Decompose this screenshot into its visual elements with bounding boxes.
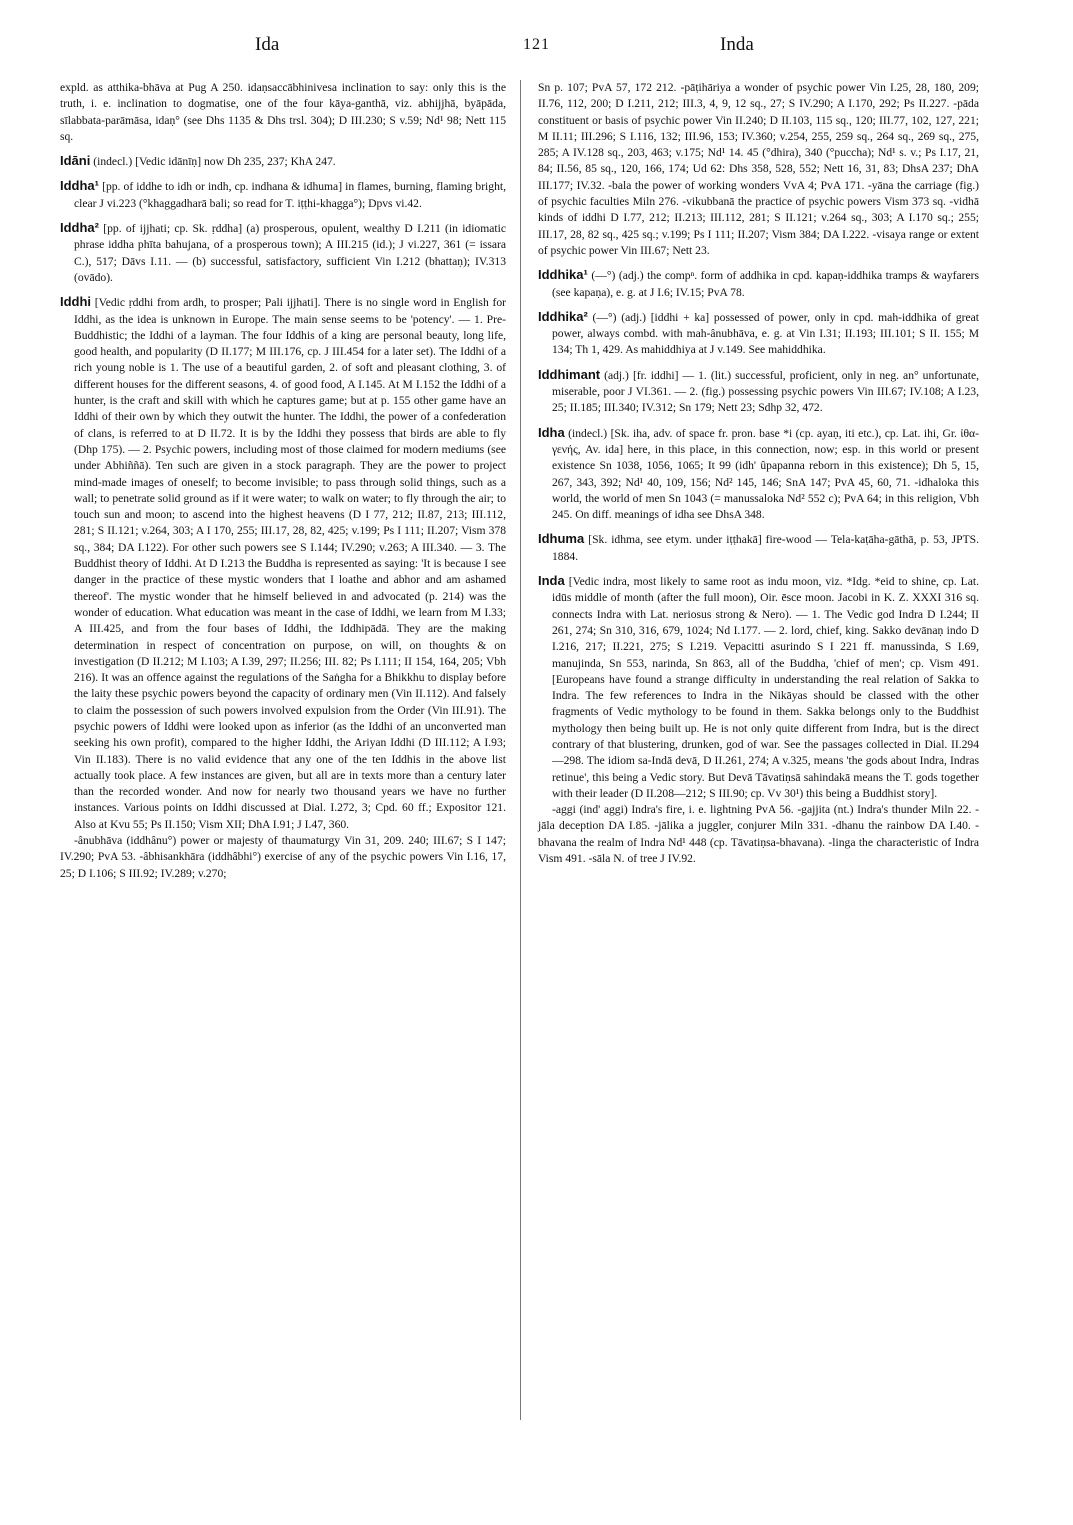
entry-text: -ânubhāva (iddhânu°) power or majesty of thaumaturgy Vin 31, 209. 240; III.67; S I 147; IV.290; PvA 53. -âbhisankhāra (iddhâbhi°) exercise of any of the psychic powers Vin I.16, 17, 25; D I.106; S III.92; IV.289; v.270;: [60, 834, 506, 880]
entry-idhuma: [538, 531, 979, 565]
entry-text: [Vedic indra, most likely to same root as indu moon, viz. *Idg. *eid to shine, cp. Lat. idūs middle of month (after the full moon), Oir. ēsce moon. Jacobi in K. Z. XXXI 316 sq. connects Indra with Lat. neriosus strong & Nero). — 1. The Vedic god Indra D I.244; II 261, 274; Sn 310, 316, 679, 1024; Nd I.177. — 2. lord, chief, king. Sakko devānaṇ indo D I.216, 217; II.221, 275; S I.219. Vepacitti asurindo S I 221 ff. manussinda, S I.69, manujinda, Sn 553, narinda, Sn 863, all of the Buddha, 'chief of men'; cp. Vism 491. [Europeans have found a strange difficulty in understanding the real relation of Sakka to Indra. The few references to Indra in the Nikāyas should be classed with the other fragments of Vedic mythology to be found in them. Sakka belongs only to the Buddhist mythology then being built up. He is not only quite different from Indra, but is the direct contrary of that blustering, drunken, god of war. See the passages collected in Dial. II.294—298. The idiom sa-Indā devā, D II.261, 274; A v.325, means 'the gods about Indra, Indras retinue', this being a Vedic story. But Devā Tāvatiṇsā sahindakā means the T. gods together with their leader (D II.208—212; S III.90; cp. Vv 30¹) this being a Buddhist story].: [552, 575, 979, 800]
entry-inda: [538, 573, 979, 802]
entry-iddhimant: [538, 367, 979, 417]
entry-text: -aggi (ind' aggi) Indra's fire, i. e. lightning PvA 56. -gajjita (nt.) Indra's thunder Miln 22. -jāla deception DA I.85. -jālika a juggler, conjurer Miln 331. -dhanu the rainbow DA I.40. -bhavana the realm of Indra Nd¹ 448 (cp. Tāvatiṇsa-bhavana). -linga the characteristic of Indra Vism 491. -sāla N. of tree J IV.92.: [538, 803, 979, 866]
entry-continuation: [538, 80, 979, 259]
entry-iddha-1: [60, 178, 506, 212]
entry-iddhika-1: [538, 267, 979, 301]
entry-text: (—°) (adj.) [iddhi + ka] possessed of power, only in cpd. mah-iddhika of great power, always combd. with mah-ânubhāva, e. g. at Vin I.31; II.193; III.101; S II. 155; M 134; Th 1, 429. As mahiddhiya at J v.149. See mahiddhika.: [552, 310, 979, 357]
entry-iddhika-2: [538, 309, 979, 359]
headword: Idāni: [60, 153, 91, 169]
entry-text: Sn p. 107; PvA 57, 172 212. -pāṭihāriya a wonder of psychic power Vin I.25, 28, 180, 209; II.76, 112, 200; D I.211, 212; III.3, 4, 9, 12 sq., 27; S IV.290; A I.170, 292; Ps II.227. -pāda constituent or basis of psychic power Vin II.240; D II.103, 115 sq., 120; III.77, 102, 127, 221; M II.11; III.296; S I.116, 132; III.96, 153; IV.360; v.254, 255, 259 sq., 264 sq., 269 sq., 275, 285; A IV.128 sq., 203, 463; v.175; Nd¹ 14. 45 (°dhira), 340 (°puccha); Nd¹ s. v.; Ps I.17, 21, 84; II.56, 85 sq., 120, 166, 174; Ud 62: Dhs 358, 528, 552; Nett 16, 31, 83; DhsA 237; DhA III.177; IV.32. -bala the power of working wonders VvA 4; PvA 171. -yāna the carriage (fig.) of psychic faculties Miln 276. -vikubbanā the practice of psychic powers Vism 373 sq. -vidhā kinds of iddhi D I.77, 212; II.213; III.112, 281; S II.121; v.264 sq., 303; A I.170 sq.; 255; III.17, 28, 82 sq., 425 sq.; v.199; Ps I 111; II.207; Vism 384; DA I.222. -visaya range or extent of psychic power Vin III.67; Nett 23.: [538, 81, 979, 257]
entry-text: (adj.) [fr. iddhi] — 1. (lit.) successful, proficient, only in neg. an° unfortunate, miserable, poor J VI.361. — 2. (fig.) possessing psychic powers Vin III.67; IV.108; A I.23, 25; II.185; III.340; IV.312; Sn 179; Nett 23; Sdhp 32, 472.: [552, 368, 979, 415]
headword: Iddhi: [60, 294, 92, 310]
entry-iddha-2: [60, 220, 506, 286]
entry-idha: [538, 425, 979, 524]
headword: Inda: [538, 573, 565, 589]
left-column: [60, 80, 506, 882]
entry-iddhi-compounds: [60, 833, 506, 882]
headword: Iddhika¹: [538, 267, 588, 283]
headword: Iddha²: [60, 220, 99, 236]
header-left-guide-word: Ida: [255, 34, 280, 55]
entry-text: expld. as atthika-bhāva at Pug A 250. idaṇsaccābhinivesa inclination to say: only this is the truth, i. e. inclination to dogmatise, one of the four kāya-ganthā, viz. abhijjhā, byāpāda, sīlabbata-parāmāsa, idaṇ° (see Dhs 1135 & Dhs trsl. 304); D III.230; S v.59; Nd¹ 98; Nett 115 sq.: [60, 81, 506, 143]
entry-text: (indecl.) [Vedic idānīṇ] now Dh 235, 237; KhA 247.: [90, 155, 336, 169]
entry-text: [Vedic ṛddhi from ardh, to prosper; Pali ijjhati]. There is no single word in English for Iddhi, as the idea is unknown in Europe. The main sense seems to be 'potency'. — 1. Pre-Buddhistic; the Iddhi of a layman. The four Iddhis of a king are personal beauty, long life, good health, and popularity (D II.177; M III.176, cp. J III.454 for a later set). The Iddhi of a rich young noble is 1. The use of a beautiful garden, 2. of soft and pleasant clothing, 3. of different houses for the different seasons, 4. of good food, A I.145. At M I.152 the Iddhi of a hunter, is the craft and skill with which he captures game; but at p. 155 other game have an Iddhi of their own by which they outwit the hunter. The Iddhi, the power of a confederation of clans, is referred to at D II.72. It is by the Iddhi they possess that birds are able to fly (Dhp 175). — 2. Psychic powers, including most of those claimed for modern mediums (see under Abhiññā). Ten such are given in a stock paragraph. They are the power to project mind-made images of oneself; to become invisible; to pass through solid things, such as a wall; to penetrate solid ground as if it were water; to walk on water; to fly through the air; to touch sun and moon; to ascend into the highest heavens (D I 77, 212; II.87, 213; III.112, 281; S II.121; v.264, 303; A I 170, 255; III.17, 28, 82, 425; v.199; Ps I 111; II.207; Vism 378 sq., 384; DA I.122). For other such powers see S I.144; IV.290; v.263; A III.340. — 3. The Buddhist theory of Iddhi. At D I.213 the Buddha is represented as saying: 'It is because I see danger in the practice of these mystic wonders that I loathe and abhor and am ashamed thereof'. The mystic wonder that he himself believed in and advocated (p. 214) was the wonder of education. What education was meant in the case of Iddhi, we learn from M I.33; A III.425, and from the four bases of Iddhi, the Iddhipādā. They are the making determination in respect of concentration on purpose, on will, on thoughts & on investigation (D II.212; M I.103; A I.39, 297; II.256; III. 82; Ps I.111; II 154, 164, 205; Vbh 216). It was an offence against the regulations of the Saṅgha for a Bhikkhu to display before the laity these psychic powers beyond the capacity of ordinary men (Vin II.112). And falsely to claim the possession of such powers involved expulsion from the Order (Vin III.91). The psychic powers of Iddhi were looked upon as inferior (as the Iddhi of an unconverted man seeking his own profit), compared to the higher Iddhi, the Ariyan Iddhi (D III.112; A I.93; Vin II.183). There is no valid evidence that any one of the ten Iddhis in the above list actually took place. A few instances are given, but all are in texts more than a century later than the recorded wonder. And now for nearly two thousand years we have no further instances. Various points on Iddhi discussed at Dial. I.272, 3; Cpd. 60 ff.; Expositor 121. Also at Kvu 55; Ps II.150; Vism XII; DhA I.91; J I.47, 360.: [74, 296, 506, 831]
headword: Iddhimant: [538, 366, 601, 382]
headword: Idhuma: [538, 531, 585, 547]
entry-text: [pp. of ijjhati; cp. Sk. ṛddha] (a) prosperous, opulent, wealthy D I.211 (in idiomatic phrase iddha phīta bahujana, of a prosperous town); A III.215 (id.); J vi.227, 361 (= issara C.), 517; Dāvs I.11. — (b) successful, satisfactory, sufficient Vin I.212 (bhattaṇ); IV.313 (ovādo).: [74, 222, 506, 284]
headword: Iddha¹: [60, 178, 99, 194]
entry-text: (—°) (adj.) the compⁿ. form of addhika in cpd. kapaṇ-iddhika tramps & wayfarers (see kapaṇa), e. g. at J I.6; IV.15; PvA 78.: [552, 269, 979, 299]
right-column: [538, 80, 979, 867]
entry-inda-compounds: [538, 802, 979, 867]
entry-idani: [60, 153, 506, 170]
entry-continuation: [60, 80, 506, 145]
column-divider: [520, 80, 521, 1420]
entry-iddhi: [60, 294, 506, 833]
header-right-guide-word: Inda: [720, 34, 754, 55]
headword: Iddhika²: [538, 308, 588, 324]
entry-text: [Sk. idhma, see etym. under iṭṭhakā] fire-wood — Tela-kaṭāha-gāthā, p. 53, JPTS. 1884.: [552, 533, 979, 563]
page-header: [0, 30, 1073, 60]
headword: Idha: [538, 424, 565, 440]
entry-text: (indecl.) [Sk. iha, adv. of space fr. pron. base *i (cp. ayaṇ, iti etc.), cp. Lat. ihi, Gr. ἰθα-γενής, Av. ida] here, in this place, in this connection, now; esp. in this world or present existence Sn 1038, 1056, 1065; It 99 (idh' ûpapanna reborn in this existence); Dh 5, 15, 267, 343, 392; Nd¹ 40, 109, 156; Nd² 145, 146; SnA 147; PvA 45, 60, 71. -idhaloka this world, the world of men Sn 1043 (= manussaloka Nd² 552 c); PvA 64; in this religion, Vbh 245. On diff. meanings of idha see DhsA 348.: [552, 426, 979, 522]
entry-text: [pp. of iddhe to idh or indh, cp. indhana & idhuma] in flames, burning, flaming bright, clear J vi.223 (°khaggadharā bali; so read for T. iṭṭhi-khagga°); Dpvs vi.42.: [74, 180, 506, 210]
page-number: 121: [523, 36, 550, 53]
